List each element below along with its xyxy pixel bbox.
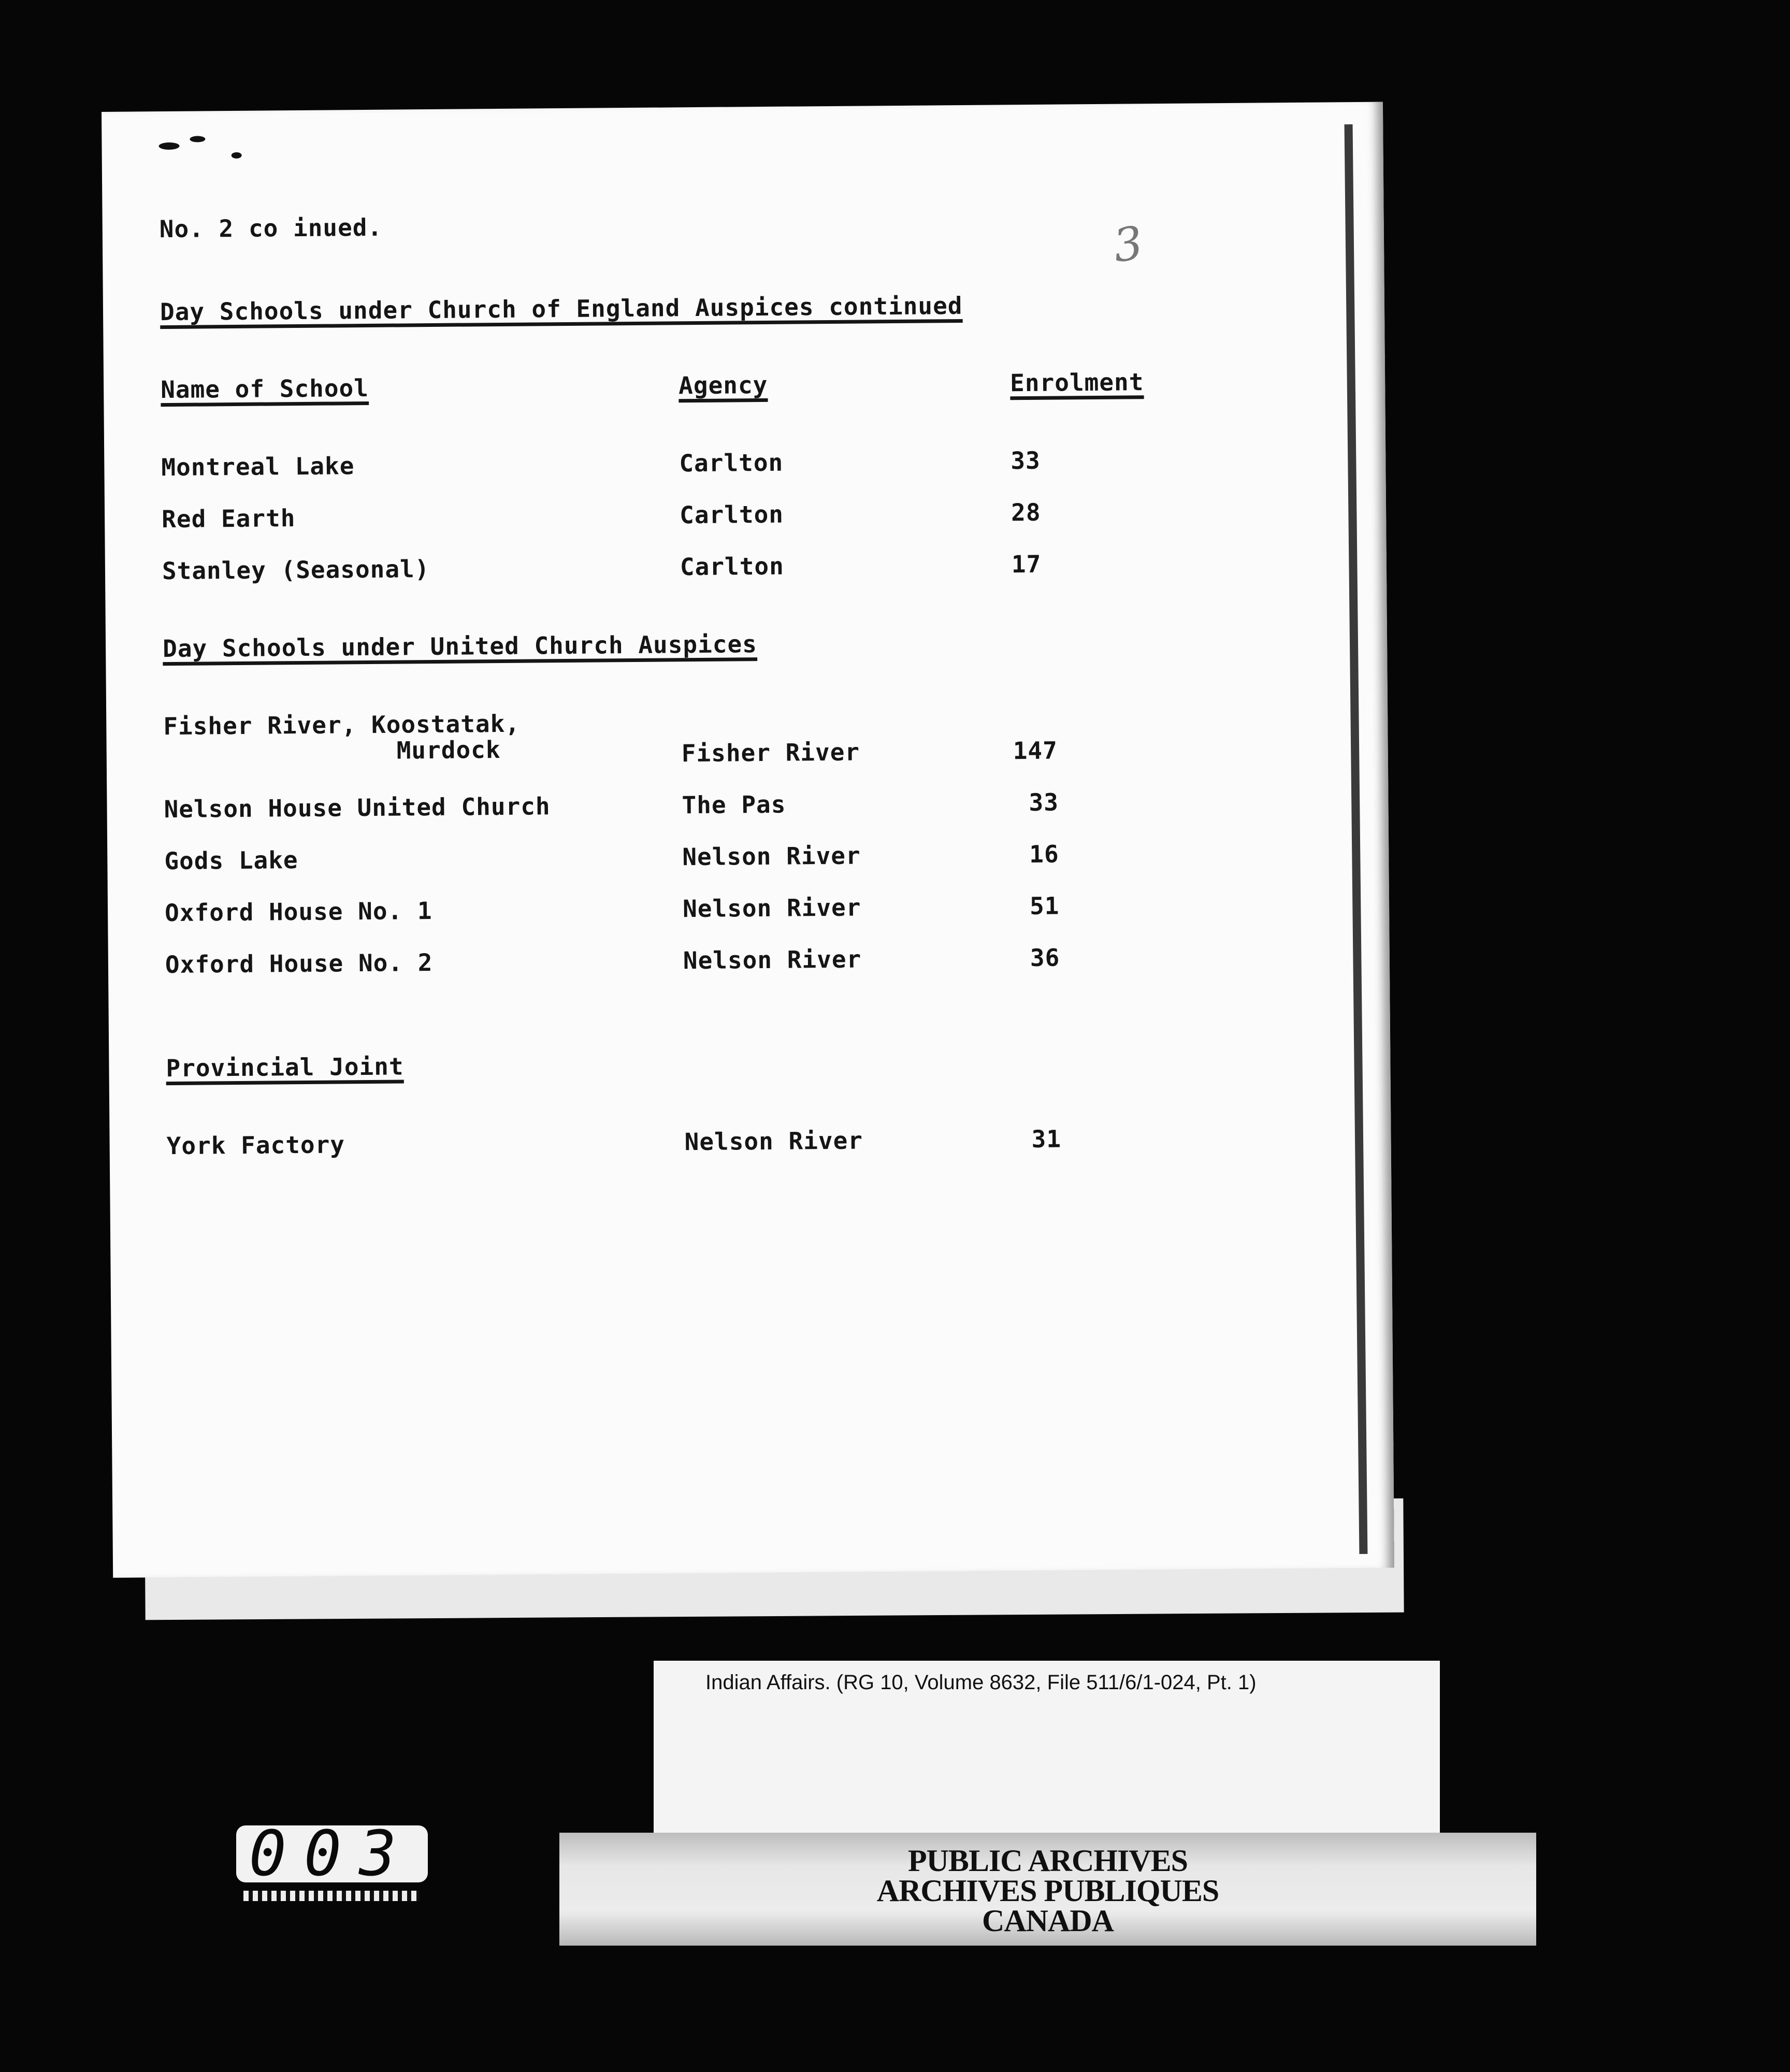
table-row-name: Red Earth [161, 504, 296, 534]
archive-stamp-line-3: CANADA [982, 1904, 1114, 1938]
table-row-agency: Carlton [679, 500, 784, 529]
table-row-enrolment: 28 [1011, 498, 1041, 527]
section-title-united-church: Day Schools under United Church Auspices [162, 630, 758, 663]
page-heading: No. 2 co inued. [159, 213, 383, 243]
column-header-agency: Agency [678, 370, 768, 400]
table-row-agency: Carlton [679, 448, 784, 478]
table-row-name: Gods Lake [164, 846, 298, 875]
table-row-name: Montreal Lake [161, 452, 355, 482]
section-title-provincial-joint: Provincial Joint [166, 1052, 404, 1083]
table-row-name: York Factory [166, 1130, 345, 1160]
table-row-name: Oxford House No. 1 [164, 897, 432, 927]
table-row-agency: Nelson River [684, 1126, 863, 1156]
table-row-name: Fisher River, Koostatak, [163, 709, 521, 741]
archive-stamp-line-2: ARCHIVES PUBLIQUES [876, 1874, 1219, 1908]
film-sprocket-strip [243, 1891, 420, 1901]
column-header-enrolment: Enrolment [1009, 368, 1144, 397]
pencil-page-mark: 3 [1110, 215, 1146, 273]
table-row-name: Stanley (Seasonal) [162, 555, 430, 585]
table-row-agency: Nelson River [682, 841, 861, 871]
table-row-agency: Carlton [680, 552, 785, 581]
archive-citation: Indian Affairs. (RG 10, Volume 8632, File 511/6/1-024, Pt. 1) [705, 1671, 1257, 1694]
table-row-enrolment: 31 [1031, 1125, 1062, 1153]
table-row-enrolment: 51 [1029, 891, 1060, 920]
frame-number: 003 [249, 1818, 414, 1890]
table-row-enrolment: 16 [1029, 840, 1059, 868]
table-row-enrolment: 17 [1011, 550, 1042, 579]
archive-stamp-line-1: PUBLIC ARCHIVES [907, 1844, 1188, 1878]
table-row-name: Nelson House United Church [164, 792, 551, 824]
column-header-name: Name of School [161, 373, 369, 404]
table-row-name-continued: Murdock [396, 735, 501, 765]
document-page [102, 102, 1394, 1578]
section-title-church-of-england: Day Schools under Church of England Auspices continued [160, 291, 963, 326]
table-row-agency: Nelson River [682, 893, 861, 923]
table-row-enrolment: 33 [1011, 446, 1041, 475]
table-row-agency: Nelson River [683, 945, 862, 975]
table-row-enrolment: 33 [1029, 788, 1059, 816]
table-row-enrolment: 36 [1030, 943, 1060, 972]
table-row-enrolment: 147 [1013, 736, 1058, 765]
table-row-agency: Fisher River [681, 738, 860, 768]
table-row-name: Oxford House No. 2 [165, 948, 433, 979]
table-row-agency: The Pas [682, 790, 786, 819]
